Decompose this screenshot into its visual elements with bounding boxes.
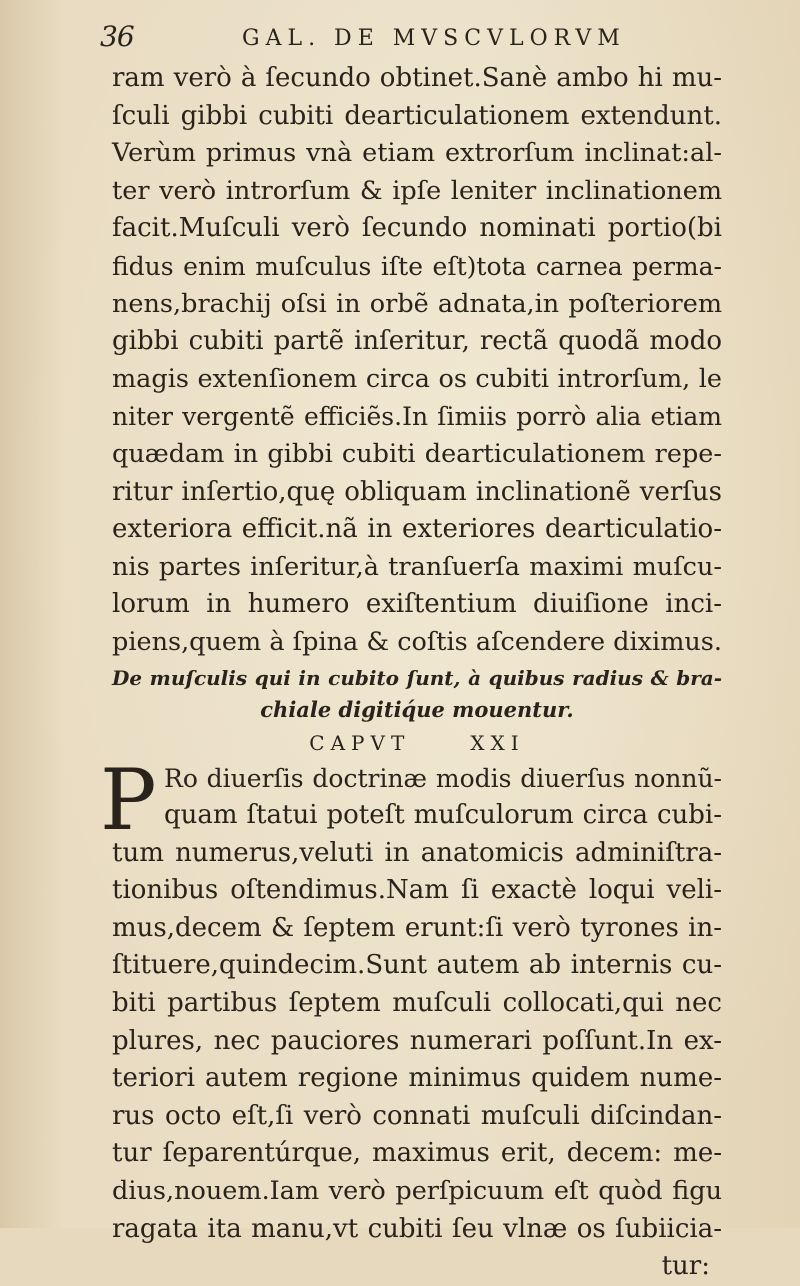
page-number: 36	[100, 20, 134, 53]
text-line: lorum in humero exiſtentium diuiſione inci-	[112, 589, 722, 620]
text-line: tum numerus,veluti in anatomicis adminiſtra-	[112, 837, 722, 868]
text-line: fidus enim muſculus iſte eſt)tota carnea perma-	[112, 251, 722, 281]
text-line: ſculi gibbi cubiti dearticulationem extendunt.	[112, 100, 722, 131]
paragraph-2	[100, 750, 722, 1249]
text-line: biti partibus ſeptem muſculi collocati,qui nec	[112, 988, 722, 1019]
text-line: magis extenſionem circa os cubiti introrſum, le	[112, 363, 722, 394]
text-line: ſtituere,quindecim.Sunt autem ab internis cu-	[112, 950, 722, 981]
text-line: tionibus oſtendimus.Nam ſi exactè loqui veli-	[112, 875, 722, 906]
text-line: Verùm primus vnà etiam extrorſum inclinat:al-	[112, 138, 722, 169]
page-header	[100, 20, 720, 56]
text-line: tur ſeparentúrque, maximus erit, decem: me-	[112, 1138, 722, 1169]
chapter-heading	[112, 726, 722, 760]
section-heading	[112, 662, 722, 726]
text-line: teriori autem regione minimus quidem nume-	[112, 1063, 722, 1094]
text-line: Ro diuerſis doctrinæ modis diuerſus nonnũ-	[164, 763, 722, 793]
text-line: nis partes inſeritur,à tranſuerſa maximi muſcu-	[112, 551, 722, 582]
text-line: dius,nouem.Iam verò perſpicuum eſt quòd figu	[112, 1176, 722, 1207]
text-line: facit.Muſculi verò ſecundo nominati portio(bi	[112, 213, 722, 244]
chapter-label: CAPVT	[309, 730, 411, 755]
chapter-number: XXI	[470, 730, 525, 755]
text-line: niter vergentẽ efficiẽs.In ſimiis porrò alia etiam	[112, 402, 722, 432]
running-head: GAL. DE MVSCVLORVM	[242, 26, 626, 51]
text-line: plures, nec pauciores numerari poſſunt.In ex-	[112, 1025, 722, 1056]
drop-cap-initial: P	[100, 750, 157, 849]
text-line: piens,quem à ſpina & coſtis aſcendere diximus.	[112, 626, 722, 657]
catchword: tur:	[661, 1251, 710, 1282]
text-block	[100, 60, 722, 1286]
section-heading-line: De muſculis qui in cubito ſunt, à quibus radius & bra-	[112, 665, 722, 690]
text-line: exteriora efficit.nã in exteriores dearticulatio-	[112, 514, 722, 545]
text-line: ragata ita manu,vt cubiti ſeu vlnæ os ſubiicia-	[112, 1213, 722, 1244]
text-line: ter verò introrſum & ipſe leniter inclinationem	[112, 175, 722, 206]
text-line: ritur inſertio,quę obliquam inclinationẽ verſus	[112, 476, 722, 507]
text-line: quam ſtatui poteſt muſculorum circa cubi-	[164, 800, 722, 831]
text-line: ram verò à ſecundo obtinet.Sanè ambo hi mu-	[112, 63, 722, 93]
text-line: quædam in gibbi cubiti dearticulationem repe-	[112, 438, 722, 469]
paragraph-1	[112, 60, 722, 662]
text-line: mus,decem & ſeptem erunt:ſi verò tyrones in-	[112, 912, 722, 943]
text-line: gibbi cubiti partẽ inſeritur, rectã quodã modo	[112, 326, 722, 357]
section-heading-line: chiale digitiq́ue mouentur.	[260, 696, 574, 722]
text-line: rus octo eſt,ſi verò connati muſculi diſcindan-	[112, 1100, 722, 1131]
text-line: nens,brachij oſsi in orbẽ adnata,in poſteriorem	[112, 288, 722, 319]
